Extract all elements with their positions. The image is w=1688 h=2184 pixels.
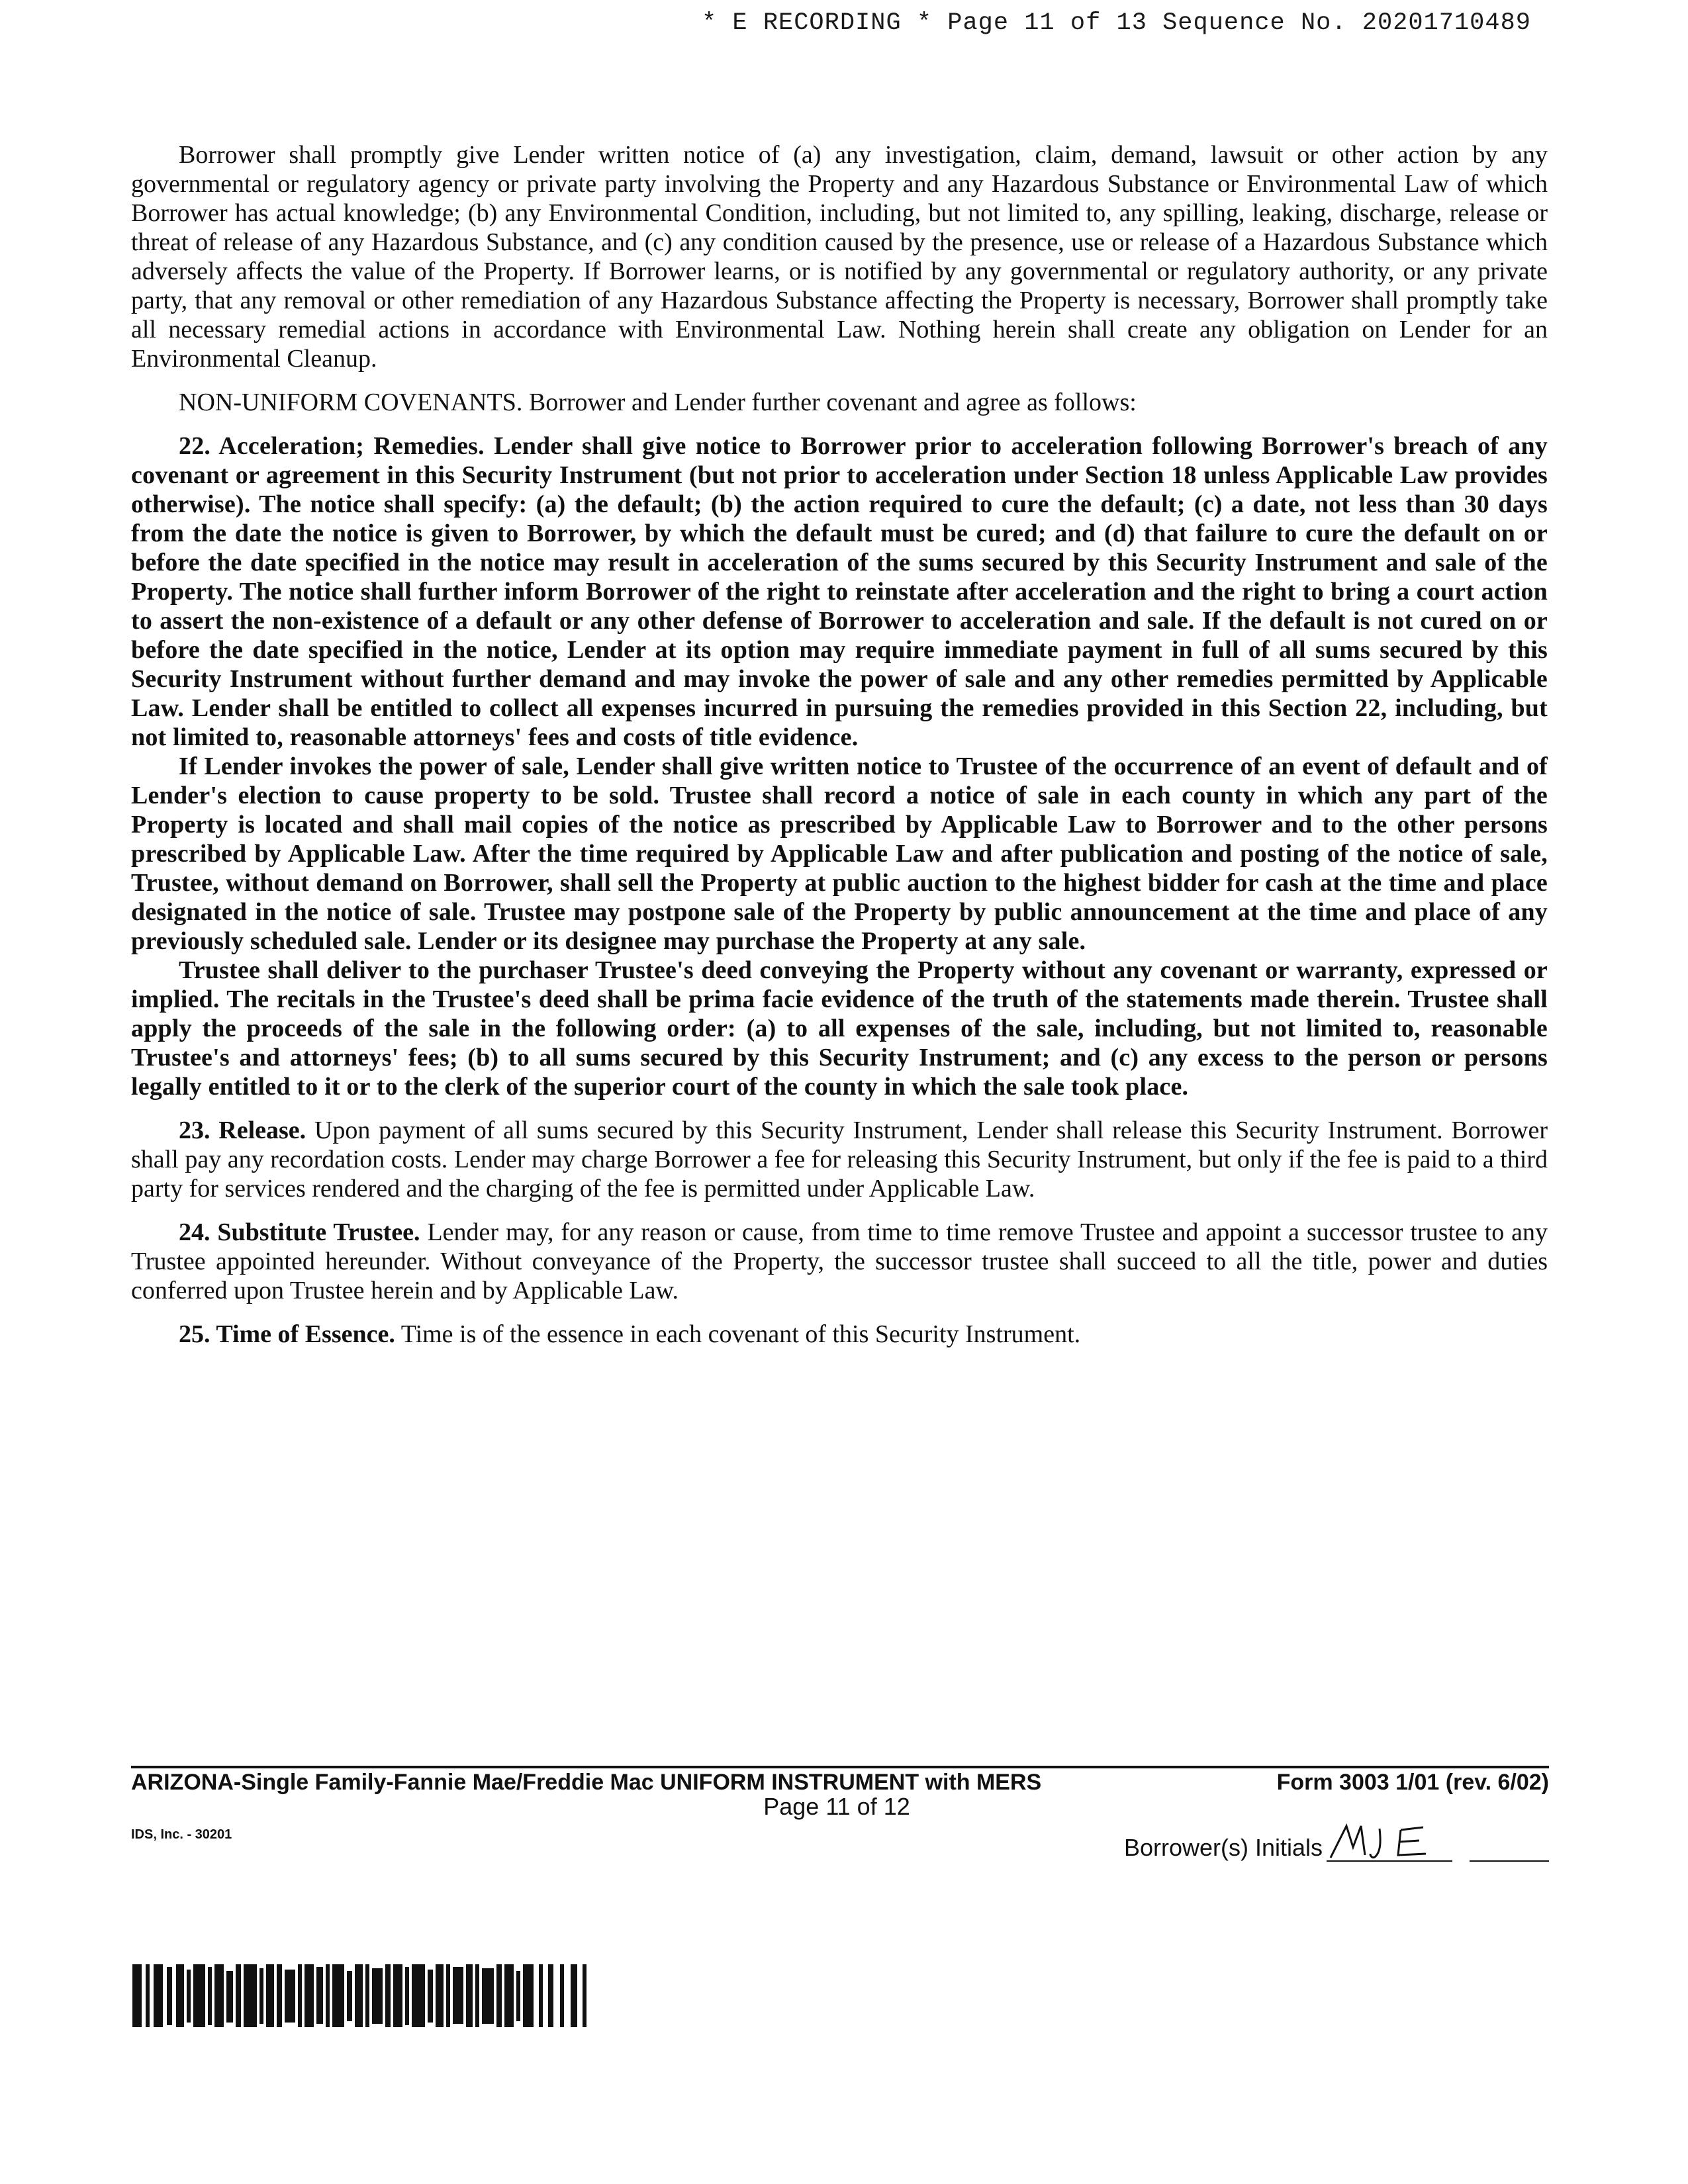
footer-form-line	[131, 1770, 1549, 1796]
section-24-text: Lender may, for any reason or cause, from time to time remove Trustee and appoint a successor trustee to any Trustee appointed hereunder. Without conveyance of the Property, the successor trustee shall succeed to all the title, power and duties conferred upon Trustee herein and by Applicable Law.	[131, 1218, 1548, 1304]
section-22-trustee-deed: Trustee shall deliver to the purchaser Trustee's deed conveying the Property without any covenant or warranty, expressed or implied. The recitals in the Trustee's deed shall be prima facie evidence of the truth of the statements made therein. Trustee shall apply the proceeds of the sale in the following order: (a) to all expenses of the sale, including, but not limited to, reasonable Trustee's and attorneys' fees; (b) to all sums secured by this Security Instrument; and (c) any excess to the person or persons legally entitled to it or to the clerk of the superior court of the county in which the sale took place.	[131, 956, 1548, 1101]
initials-signature	[1327, 1821, 1452, 1862]
section-23-text: Upon payment of all sums secured by this Security Instrument, Lender shall release this Security Instrument. Borrower shall pay any recordation costs. Lender may charge Borrower a fee for releasing this Security Instrument, but only if the fee is paid to a third party for services rendered and the charging of the fee is permitted under Applicable Law.	[131, 1116, 1548, 1203]
section-22-power-of-sale: If Lender invokes the power of sale, Lender shall give written notice to Trustee of the occurrence of an event of default and of Lender's election to cause property to be sold. Trustee shall record a notice of sale in each county in which any part of the Property is located and shall mail copies of the notice as prescribed by Applicable Law to Borrower and to the other persons prescribed by Applicable Law. After the time required by Applicable Law and after publication and posting of the notice of sale, Trustee, without demand on Borrower, shall sell the Property at public auction to the highest bidder for cash at the time and place designated in the notice of sale. Trustee may postpone sale of the Property by public announcement at the time and place of any previously scheduled sale. Lender or its designee may purchase the Property at any sale.	[131, 752, 1548, 955]
section-22-text: Lender shall give notice to Borrower prior to acceleration following Borrower's breach of any covenant or agreement in this Security Instrument (but not prior to acceleration under Section 18 unless Applicable Law provides otherwise). The notice shall specify: (a) the default; (b) the action required to cure the default; (c) a date, not less than 30 days from the date the notice is given to Borrower, by which the default must be cured; and (d) that failure to cure the default on or before the date specified in the notice may result in acceleration of the sums secured by this Security Instrument and sale of the Property. The notice shall further inform Borrower of the right to reinstate after acceleration and the right to bring a court action to assert the non-existence of a default or any other defense of Borrower to acceleration and sale. If the default is not cured on or before the date specified in the notice, Lender at its option may require immediate payment in full of all sums secured by this Security Instrument without further demand and may invoke the power of sale and any other remedies permitted by Applicable Law. Lender shall be entitled to collect all expenses incurred in pursuing the remedies provided in this Section 22, including, but not limited to, reasonable attorneys' fees and costs of title evidence.	[131, 432, 1548, 751]
paragraph-environmental-notice: Borrower shall promptly give Lender written notice of (a) any investigation, claim, demand, lawsuit or other action by any governmental or regulatory agency or private party involving the Property and any Hazardous Substance or Environmental Law of which Borrower has actual knowledge; (b) any Environmental Condition, including, but not limited to, any spilling, leaking, discharge, release or threat of release of any Hazardous Substance, and (c) any condition caused by the presence, use or release of a Hazardous Substance which adversely affects the value of the Property. If Borrower learns, or is notified by any governmental or regulatory authority, or any private party, that any removal or other remediation of any Hazardous Substance affecting the Property is necessary, Borrower shall promptly take all necessary remedial actions in accordance with Environmental Law. Nothing herein shall create any obligation on Lender for an Environmental Cleanup.	[131, 141, 1548, 373]
initials-label: Borrower(s) Initials	[1123, 1834, 1323, 1861]
page-number: Page 11 of 12	[763, 1793, 910, 1820]
section-25-time-of-essence	[131, 1320, 1548, 1349]
barcode-image	[132, 1964, 589, 2027]
ids-code: IDS, Inc. - 30201	[131, 1827, 232, 1842]
document-body	[131, 140, 1548, 1349]
section-22-heading: 22. Acceleration; Remedies.	[179, 432, 485, 460]
footer-initials-line	[131, 1821, 1549, 1860]
form-number: Form 3003 1/01 (rev. 6/02)	[1276, 1770, 1549, 1795]
footer-rule	[131, 1766, 1549, 1768]
borrower-initials	[1124, 1821, 1549, 1862]
form-footer	[131, 1766, 1549, 1860]
section-22-acceleration	[131, 432, 1548, 752]
section-24-substitute-trustee	[131, 1218, 1548, 1305]
section-23-heading: 23. Release.	[179, 1116, 306, 1144]
section-25-heading: 25. Time of Essence.	[179, 1320, 395, 1348]
initials-blank-line	[1470, 1834, 1549, 1862]
paragraph-non-uniform-covenants: NON-UNIFORM COVENANTS. Borrower and Lender further covenant and agree as follows:	[179, 388, 1137, 416]
form-title: ARIZONA-Single Family-Fannie Mae/Freddie Mac UNIFORM INSTRUMENT with MERS	[131, 1770, 1042, 1795]
section-24-heading: 24. Substitute Trustee.	[179, 1218, 420, 1246]
section-23-release	[131, 1116, 1548, 1203]
section-25-text: Time is of the essence in each covenant of this Security Instrument.	[400, 1320, 1081, 1348]
recording-stamp: * E RECORDING * Page 11 of 13 Sequence No. 20201710489	[702, 9, 1531, 37]
